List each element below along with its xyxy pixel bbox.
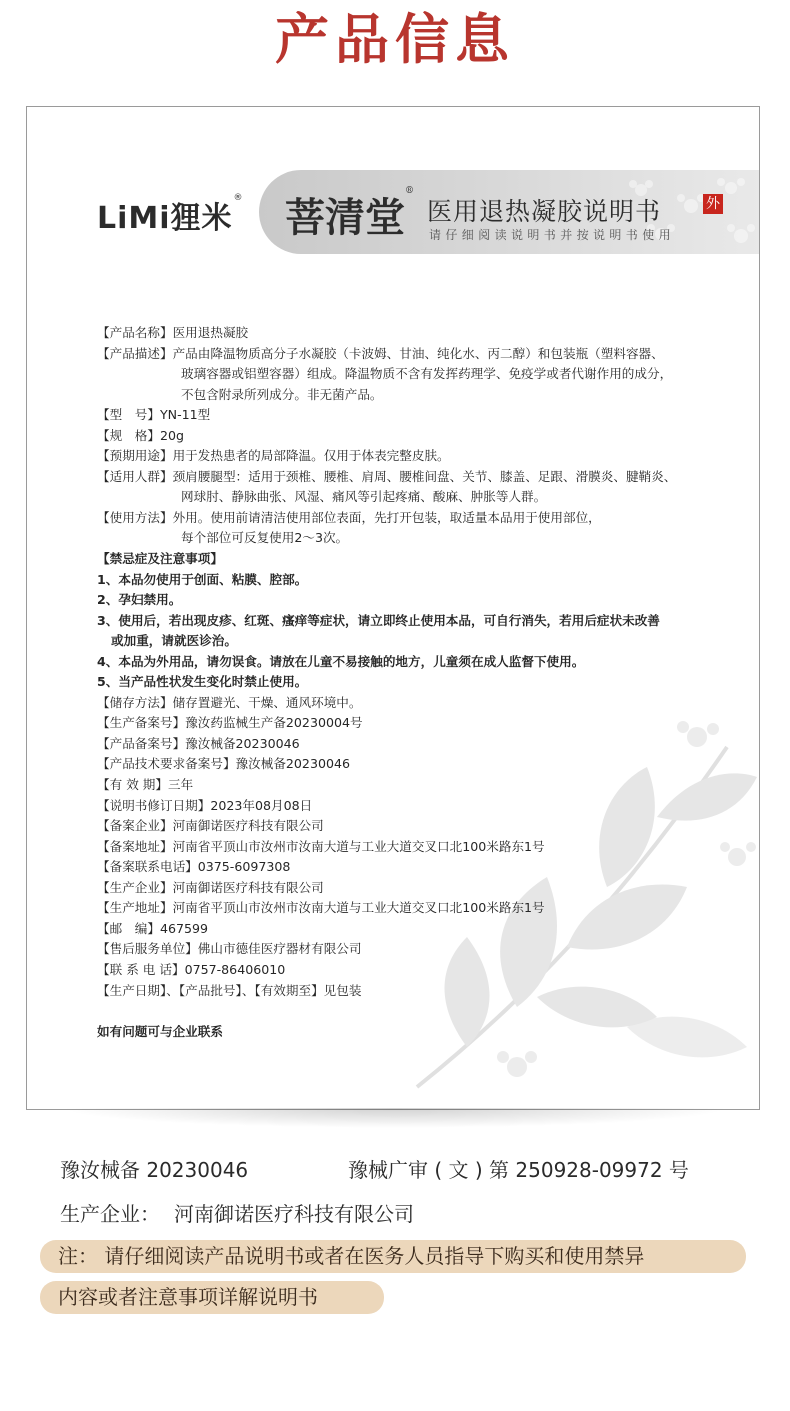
note-line-1: 注： 请仔细阅读产品说明书或者在医务人员指导下购买和使用禁异 [40, 1240, 746, 1273]
manufacturer-name: 河南御诺医疗科技有限公司 [174, 1202, 414, 1226]
line-manufacturer: 【生产企业】河南御诺医疗科技有限公司 [97, 879, 324, 895]
line-warning-3: 3、使用后，若出现皮疹、红斑、瘙痒等症状，请立即终止使用本品，可自行消失，若用后症状未改善 [97, 612, 660, 628]
note-line-2: 内容或者注意事项详解说明书 [40, 1281, 384, 1314]
line-storage: 【储存方法】储存置避光、干燥、通风环境中。 [97, 694, 362, 710]
line-target-users: 【适用人群】颈肩腰腿型：适用于颈椎、腰椎、肩周、腰椎间盘、关节、膝盖、足跟、滑膜炎、腱鞘炎、 [97, 468, 677, 484]
line-warning-2: 2、孕妇禁用。 [97, 592, 182, 608]
line-warning-4: 4、本品为外用品，请勿误食。请放在儿童不易接触的地方，儿童须在成人监督下使用。 [97, 653, 585, 669]
line-model: 【型 号】YN-11型 [97, 407, 211, 423]
line-product-desc-cont: 玻璃容器或铝塑容器）组成。降温物质不含有发挥药理学、免疫学或者代谢作用的成分， [181, 366, 673, 382]
line-revision-date: 【说明书修订日期】2023年08月08日 [97, 797, 313, 813]
product-heading: 医用退热凝胶说明书 [427, 197, 662, 226]
line-intended-use: 【预期用途】用于发热患者的局部降温。仅用于体表完整皮肤。 [97, 448, 450, 464]
manufacturer-row [60, 1198, 414, 1227]
maker-name: 菩清堂 [285, 194, 405, 241]
line-production-filing: 【生产备案号】豫汝药监械生产备20230004号 [97, 715, 363, 731]
brand-name: LiMi狸米 [97, 201, 233, 236]
ad-approval-number: 豫械广审 ( 文 ) 第 250928-09972 号 [348, 1158, 689, 1182]
line-validity: 【有 效 期】三年 [97, 777, 194, 793]
line-usage: 【使用方法】外用。使用前请清洁使用部位表面，先打开包装，取适量本品用于使用部位， [97, 509, 601, 525]
line-warnings-heading: 【禁忌症及注意事项】 [97, 551, 223, 567]
line-filing-company: 【备案企业】河南御诺医疗科技有限公司 [97, 818, 324, 834]
brand-logo [97, 193, 244, 237]
line-production-date: 【生产日期】、【产品批号】、【有效期至】见包装 [97, 982, 362, 998]
product-subheading: 请仔细阅读说明书并按说明书使用 [429, 228, 676, 242]
line-spec: 【规 格】20g [97, 427, 184, 443]
external-use-badge: 外 [703, 194, 723, 214]
line-contact-note: 如有问题可与企业联系 [97, 1023, 223, 1039]
line-after-sales: 【售后服务单位】佛山市德佳医疗器材有限公司 [97, 941, 362, 957]
line-warning-3-cont: 或加重，请就医诊治。 [111, 633, 237, 649]
line-postcode: 【邮 编】467599 [97, 920, 209, 936]
leaflet-shadow [60, 1108, 730, 1128]
manufacturer-label: 生产企业： [60, 1202, 160, 1226]
instruction-leaflet [26, 106, 760, 1110]
line-product-filing: 【产品备案号】豫汝械备20230046 [97, 735, 300, 751]
line-manufacturer-address: 【生产地址】河南省平顶山市汝州市汝南大道与工业大道交叉口北100米路东1号 [97, 900, 545, 916]
maker-registered-mark: ® [405, 186, 414, 196]
page-title: 产品信息 [275, 7, 515, 71]
maker-logo [285, 186, 414, 243]
line-target-users-cont: 网球肘、静脉曲张、风湿、痛风等引起疼痛、酸麻、肿胀等人群。 [181, 489, 547, 505]
line-contact-phone: 【联 系 电 话】0757-86406010 [97, 961, 286, 977]
line-warning-1: 1、本品勿使用于创面、粘膜、腔部。 [97, 571, 308, 587]
line-usage-cont: 每个部位可反复使用2～3次。 [181, 530, 349, 546]
line-product-desc-cont: 不包含附录所列成分。非无菌产品。 [181, 386, 383, 402]
line-product-desc: 【产品描述】产品由降温物质高分子水凝胶（卡波姆、甘油、纯化水、丙二醇）和包装瓶（塑料容器、 [97, 345, 664, 361]
header-banner [259, 170, 760, 254]
brand-registered-mark: ® [233, 193, 244, 203]
leaflet-text [97, 323, 737, 1042]
line-warning-5: 5、当产品性状发生变化时禁止使用。 [97, 674, 308, 690]
registration-number: 豫汝械备 20230046 [60, 1158, 249, 1182]
line-filing-address: 【备案地址】河南省平顶山市汝州市汝南大道与工业大道交叉口北100米路东1号 [97, 838, 545, 854]
line-tech-filing: 【产品技术要求备案号】豫汝械备20230046 [97, 756, 351, 772]
line-product-name: 【产品名称】医用退热凝胶 [97, 325, 249, 340]
line-filing-phone: 【备案联系电话】0375-6097308 [97, 859, 291, 875]
